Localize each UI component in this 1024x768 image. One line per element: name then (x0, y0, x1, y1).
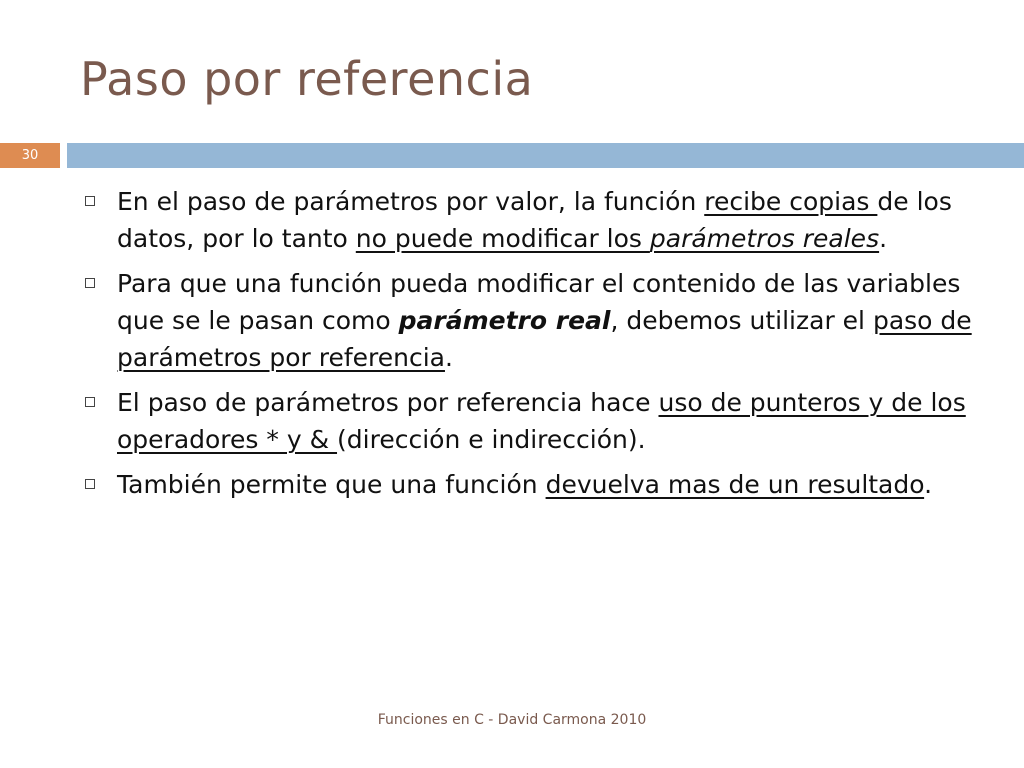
slide-title: Paso por referencia (80, 52, 534, 106)
header-band (67, 143, 1024, 168)
underlined-phrase: devuelva mas de un resultado (545, 470, 925, 499)
underlined-phrase: recibe copias (704, 187, 878, 216)
hollow-square-bullet-icon (85, 196, 95, 206)
bullet-text (117, 187, 952, 253)
hollow-square-bullet-icon (85, 479, 95, 489)
hollow-square-bullet-icon (85, 397, 95, 407)
bullet-text-segment: Para que una función pueda modificar el contenido de las variables que se le pasan como (117, 269, 961, 335)
bullet-text-segment: . (924, 470, 933, 499)
underlined-phrase: no puede modificar los (355, 224, 650, 253)
bullet-text-segment: . (444, 343, 453, 372)
bullet-text-segment: . (879, 224, 888, 253)
bullet-item (80, 466, 980, 503)
bullet-text-segment: de los datos, por lo tanto (117, 187, 952, 253)
bullet-text-segment: (dirección e indirección). (337, 425, 646, 454)
bullet-text-segment: En el paso de parámetros por valor, la función (117, 187, 705, 216)
slide-number: 30 (0, 143, 60, 168)
hollow-square-bullet-icon (85, 278, 95, 288)
bullet-text-segment: También permite que una función (117, 470, 546, 499)
bullet-text (117, 470, 932, 499)
underlined-phrase: uso de punteros y de los operadores * y & (117, 388, 966, 454)
underlined-italic-phrase: parámetros reales (649, 224, 880, 253)
bold-italic-phrase: parámetro real (398, 306, 611, 335)
bullet-item (80, 384, 980, 458)
bullet-item (80, 265, 980, 376)
bullet-text (117, 269, 972, 372)
bullet-text-segment: El paso de parámetros por referencia hace (117, 388, 659, 417)
bullet-item (80, 183, 980, 257)
bullet-text (117, 388, 966, 454)
footer-text: Funciones en C - David Carmona 2010 (377, 712, 647, 728)
underlined-phrase: paso de parámetros por referencia (117, 306, 972, 372)
bullet-list (80, 183, 980, 511)
bullet-text-segment: , debemos utilizar el (610, 306, 873, 335)
